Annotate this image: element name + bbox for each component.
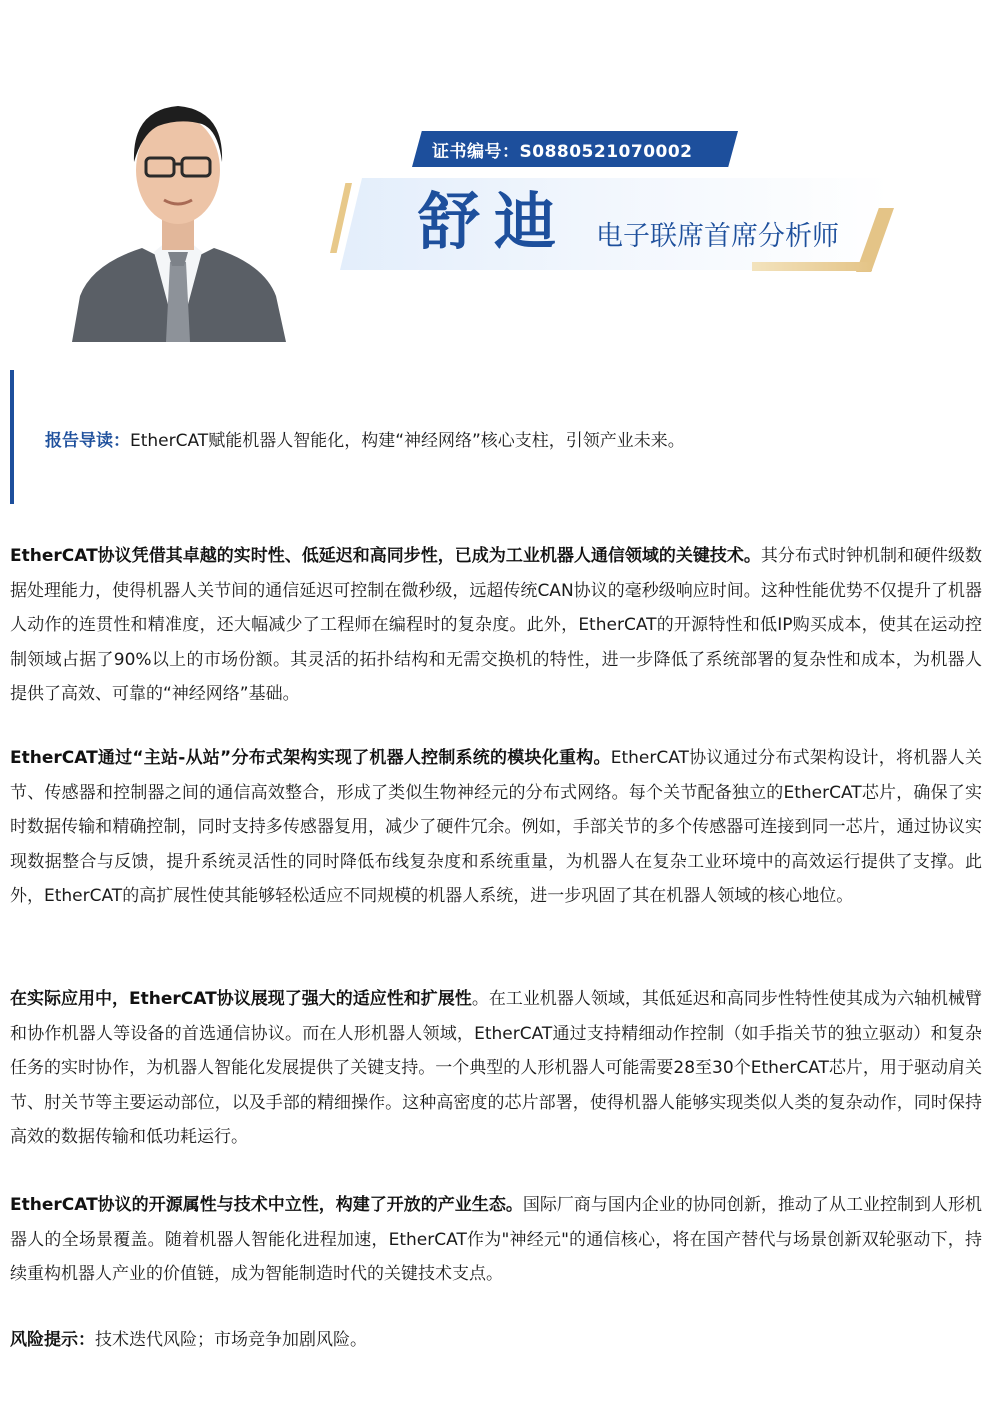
paragraph-1-lead: EtherCAT协议凭借其卓越的实时性、低延迟和高同步性，已成为工业机器人通信领域的关键技术。 bbox=[10, 546, 761, 566]
paragraph-2 bbox=[10, 741, 982, 914]
certificate-number: 证书编号：S0880521070002 bbox=[432, 142, 693, 162]
report-header bbox=[0, 0, 992, 350]
risk-note bbox=[10, 1323, 982, 1358]
paragraph-1 bbox=[10, 539, 982, 712]
paragraph-2-lead: EtherCAT通过“主站-从站”分布式架构实现了机器人控制系统的模块化重构。 bbox=[10, 748, 611, 768]
risk-text: 技术迭代风险；市场竞争加剧风险。 bbox=[95, 1330, 367, 1350]
paragraph-3 bbox=[10, 982, 982, 1155]
paragraph-4-lead: EtherCAT协议的开源属性与技术中立性，构建了开放的产业生态。 bbox=[10, 1195, 523, 1215]
analyst-title: 电子联席首席分析师 bbox=[596, 221, 839, 252]
paragraph-4 bbox=[10, 1188, 982, 1292]
intro-text: EtherCAT赋能机器人智能化，构建“神经网络”核心支柱，引领产业未来。 bbox=[130, 431, 685, 451]
report-intro bbox=[45, 426, 685, 451]
gold-accent-bottom bbox=[752, 262, 872, 271]
paragraph-1-body: 其分布式时钟机制和硬件级数据处理能力，使得机器人关节间的通信延迟可控制在微秒级，远超传统CAN协议的毫秒级响应时间。这种性能优势不仅提升了机器人动作的连贯性和精准度，还大幅减少了工程师在编程时的复杂度。此外，EtherCAT的开源特性和低IP购买成本，使其在运动控制领域占据了90%以上的市场份额。其灵活的拓扑结构和无需交换机的特性，进一步降低了系统部署的复杂性和成本，为机器人提供了高效、可靠的“神经网络”基础。 bbox=[10, 546, 982, 705]
intro-label: 报告导读： bbox=[45, 431, 130, 451]
risk-label: 风险提示： bbox=[10, 1330, 95, 1350]
paragraph-4-body: 国际厂商与国内企业的协同创新，推动了从工业控制到人形机器人的全场景覆盖。随着机器人智能化进程加速，EtherCAT作为"神经元"的通信核心，将在国产替代与场景创新双轮驱动下，持续重构机器人产业的价值链，成为智能制造时代的关键技术支点。 bbox=[10, 1195, 982, 1285]
paragraph-3-body: 。在工业机器人领域，其低延迟和高同步性特性使其成为六轴机械臂和协作机器人等设备的首选通信协议。而在人形机器人领域，EtherCAT通过支持精细动作控制（如手指关节的独立驱动）和复杂任务的实时协作，为机器人智能化发展提供了关键支持。一个典型的人形机器人可能需要28至30个EtherCAT芯片，用于驱动肩关节、肘关节等主要运动部位，以及手部的精细操作。这种高密度的芯片部署，使得机器人能够实现类似人类的复杂动作，同时保持高效的数据传输和低功耗运行。 bbox=[10, 989, 982, 1148]
analyst-photo bbox=[62, 66, 294, 342]
analyst-name: 舒迪 bbox=[418, 185, 571, 258]
paragraph-2-body: EtherCAT协议通过分布式架构设计，将机器人关节、传感器和控制器之间的通信高效整合，形成了类似生物神经元的分布式网络。每个关节配备独立的EtherCAT芯片，确保了实时数据传输和精确控制，同时支持多传感器复用，减少了硬件冗余。例如，手部关节的多个传感器可连接到同一芯片，通过协议实现数据整合与反馈，提升系统灵活性的同时降低布线复杂度和系统重量，为机器人在复杂工业环境中的高效运行提供了支撑。此外，EtherCAT的高扩展性使其能够轻松适应不同规模的机器人系统，进一步巩固了其在机器人领域的核心地位。 bbox=[10, 748, 982, 907]
paragraph-3-lead: 在实际应用中，EtherCAT协议展现了强大的适应性和扩展性 bbox=[10, 989, 472, 1009]
intro-accent-bar bbox=[10, 370, 14, 504]
